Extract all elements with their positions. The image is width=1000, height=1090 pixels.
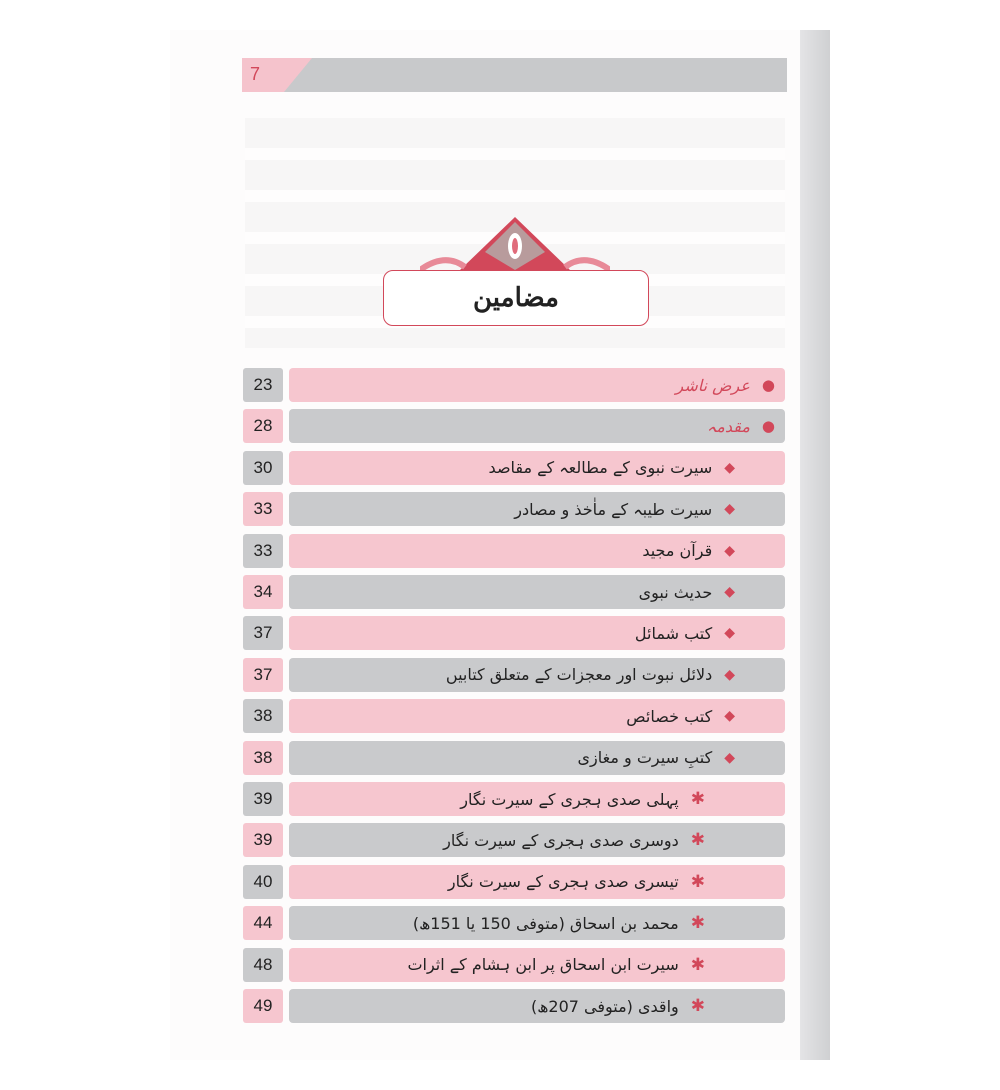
page-header-bar: [242, 58, 787, 92]
diamond-icon: ◆: [724, 501, 735, 518]
toc-entry-bar: [289, 409, 785, 443]
toc-entry-title: دوسری صدی ہجری کے سیرت نگار: [443, 830, 679, 850]
toc-entry[interactable]: [243, 616, 785, 650]
dot-icon: ●: [761, 417, 775, 436]
toc-page-number: 33: [243, 492, 283, 526]
toc-entry-bar: [289, 823, 785, 857]
toc-entry-bar: [289, 741, 785, 775]
toc-entry-title: کتب خصائص: [626, 706, 713, 726]
star-icon: ✱: [690, 954, 705, 975]
toc-entry-title: عرض ناشر: [675, 375, 750, 395]
toc-entry[interactable]: [243, 368, 785, 402]
page-title: مضامین: [383, 270, 649, 326]
toc-entry-bar: [289, 534, 785, 568]
toc-page-number: 39: [243, 823, 283, 857]
diamond-icon: ◆: [724, 749, 735, 766]
diamond-icon: ◆: [724, 625, 735, 642]
toc-page-number: 23: [243, 368, 283, 402]
toc-entry[interactable]: [243, 534, 785, 568]
star-icon: ✱: [690, 871, 705, 892]
ornament-icon: [420, 212, 610, 274]
toc-entry-title: تیسری صدی ہجری کے سیرت نگار: [447, 872, 679, 892]
toc-entry-title: کتبِ سیرت و مغازی: [577, 748, 713, 768]
star-icon: ✱: [690, 996, 705, 1016]
diamond-icon: ◆: [724, 542, 735, 559]
toc-entry[interactable]: [243, 658, 785, 692]
toc-entry-bar: [289, 948, 785, 982]
toc-entry[interactable]: [243, 492, 785, 526]
toc-entry[interactable]: [243, 989, 785, 1023]
toc-entry-title: حدیث نبوی: [638, 582, 713, 602]
toc-entry[interactable]: [243, 451, 785, 485]
toc-entry-title: سیرت نبوی کے مطالعہ کے مقاصد: [488, 458, 713, 478]
page-edge-shadow: [800, 30, 830, 1060]
toc-page-number: 39: [243, 782, 283, 816]
toc-entry-bar: [289, 492, 785, 526]
toc-entry[interactable]: [243, 741, 785, 775]
toc-page-number: 33: [243, 534, 283, 568]
toc-entry[interactable]: [243, 823, 785, 857]
toc-entry[interactable]: [243, 948, 785, 982]
star-icon: ✱: [690, 789, 705, 809]
toc-entry-bar: [289, 782, 785, 816]
toc-entry[interactable]: [243, 906, 785, 940]
diamond-icon: ◆: [724, 459, 735, 476]
toc-page-number: 40: [243, 865, 283, 899]
toc-entry-title: محمد بن اسحاق (متوفی 150 یا 151ھ): [412, 913, 679, 933]
toc-page-number: 44: [243, 906, 283, 940]
diamond-icon: ◆: [724, 708, 735, 725]
star-icon: ✱: [690, 830, 705, 851]
toc-entry[interactable]: [243, 575, 785, 609]
dot-icon: ●: [761, 376, 775, 394]
toc-page-number: 34: [243, 575, 283, 609]
diamond-icon: ◆: [724, 584, 735, 600]
toc-entry-title: قرآن مجید: [642, 541, 713, 561]
toc-page-number: 37: [243, 658, 283, 692]
toc-entry[interactable]: [243, 699, 785, 733]
toc-entry-bar: [289, 906, 785, 940]
toc-entry-bar: [289, 989, 785, 1023]
toc-entry-bar: [289, 699, 785, 733]
toc-entry[interactable]: [243, 782, 785, 816]
toc-page-number: 30: [243, 451, 283, 485]
toc-entry-title: دلائل نبوت اور معجزات کے متعلق کتابیں: [445, 665, 713, 685]
toc-entry-title: پہلی صدی ہجری کے سیرت نگار: [460, 789, 679, 809]
toc-entry-bar: [289, 658, 785, 692]
toc-page-number: 38: [243, 699, 283, 733]
toc-entry-bar: [289, 451, 785, 485]
star-icon: ✱: [690, 913, 705, 934]
toc-entry-title: سیرت ابن اسحاق پر ابن ہشام کے اثرات: [407, 955, 679, 975]
toc-page-number: 38: [243, 741, 283, 775]
toc-entry-title: سیرت طیبہ کے ماٰخذ و مصادر: [514, 499, 713, 519]
toc-entry-title: کتب شمائل: [634, 623, 713, 643]
toc-entry-title: واقدی (متوفی 207ھ): [530, 996, 679, 1016]
toc-entry-bar: [289, 368, 785, 402]
toc-entry-bar: [289, 865, 785, 899]
toc-entry-bar: [289, 616, 785, 650]
toc-entry-title: مقدمہ: [706, 416, 750, 436]
toc-entry-bar: [289, 575, 785, 609]
toc-entry[interactable]: [243, 865, 785, 899]
toc-page-number: 37: [243, 616, 283, 650]
toc-page-number: 28: [243, 409, 283, 443]
diamond-icon: ◆: [724, 666, 735, 683]
toc-page-number: 48: [243, 948, 283, 982]
toc-page-number: 49: [243, 989, 283, 1023]
page-number: 7: [250, 64, 261, 84]
toc-entry[interactable]: [243, 409, 785, 443]
